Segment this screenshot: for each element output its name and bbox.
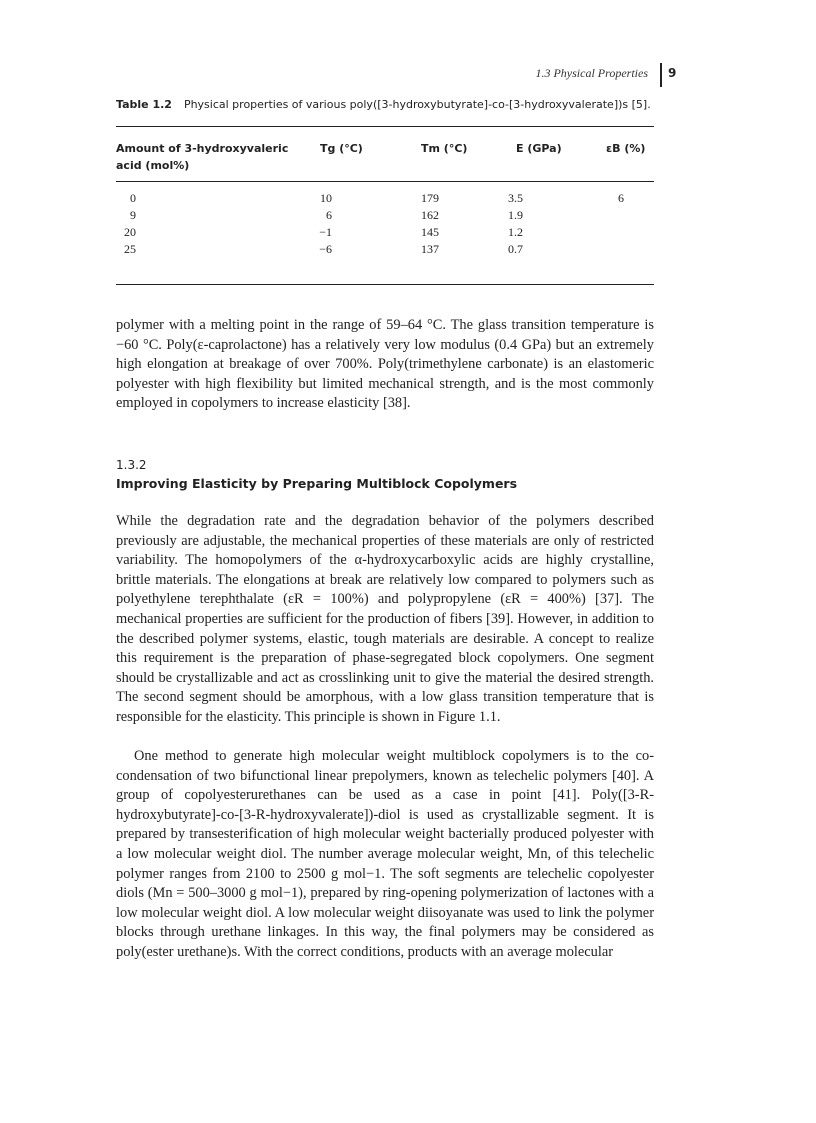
col-header-e: E (GPa) bbox=[516, 142, 562, 155]
table-row bbox=[116, 225, 654, 242]
table-cell: 179 bbox=[421, 191, 439, 205]
table-cell: 9 bbox=[130, 208, 136, 222]
col-header-tg: Tg (°C) bbox=[320, 142, 363, 155]
table-label: Table 1.2 bbox=[116, 98, 172, 111]
table-cell: −6 bbox=[319, 242, 332, 256]
table-row bbox=[116, 242, 654, 259]
col-header-eb: εB (%) bbox=[606, 142, 646, 155]
table-caption-text: Physical properties of various poly([3-hydroxybutyrate]-co-[3-hydroxyvalerate])s [5]. bbox=[183, 98, 651, 111]
table-body bbox=[116, 191, 654, 259]
table-cell: 6 bbox=[618, 191, 624, 205]
header-divider bbox=[660, 63, 662, 87]
table-top-rule bbox=[116, 126, 654, 127]
table-cell: 1.9 bbox=[508, 208, 523, 222]
table-bottom-rule bbox=[116, 284, 654, 285]
table-cell: 1.2 bbox=[508, 225, 523, 239]
body-paragraph: While the degradation rate and the degradation behavior of the polymers described previously are adjustable, the mechanical properties of these materials are only of restricted variability. The homopolymers of the α-hydroxycarboxylic acids are highly crystalline, brittle materials. The elongations at break are relatively low compared to polymers such as polyethylene terephthalate (εR = 100%) and polypropylene (εR = 400%) [37]. The mechanical properties are sufficient for the production of fibers [39]. However, in addition to the described polymer systems, elastic, tough materials are desirable. A concept to realize this requirement is the preparation of phase-segregated block copolymers. One segment should be crystallizable and act as crosslinking unit to give the material the desired strength. The second segment should be amorphous, with a low glass transition temperature that is responsible for the elasticity. This principle is shown in Figure 1.1. bbox=[116, 513, 654, 725]
table-cell: 25 bbox=[124, 242, 136, 256]
section-title: Improving Elasticity by Preparing Multiblock Copolymers bbox=[116, 476, 518, 491]
page-number: 9 bbox=[668, 66, 677, 80]
table-header-rule bbox=[116, 181, 654, 182]
body-paragraph: polymer with a melting point in the range of 59–64 °C. The glass transition temperature is −60 °C. Poly(ε-caprolactone) has a relatively very low modulus (0.4 GPa) but an extremely high elongation at breakage of over 700%. Poly(trimethylene carbonate) is an elastomeric polyester with high flexibility but limited mechanical strength, and is the most commonly employed in copolymers to increase elasticity [38]. bbox=[116, 317, 654, 412]
table-cell: 0.7 bbox=[508, 242, 523, 256]
table-cell: 0 bbox=[130, 191, 136, 205]
table-caption bbox=[116, 98, 676, 111]
table-cell: 6 bbox=[326, 208, 332, 222]
table-cell: 137 bbox=[421, 242, 439, 256]
table-cell: 3.5 bbox=[508, 191, 523, 205]
table-cell: 20 bbox=[124, 225, 136, 239]
table-cell: 162 bbox=[421, 208, 439, 222]
running-head: 1.3 Physical Properties bbox=[535, 66, 648, 80]
table-cell: 10 bbox=[320, 191, 332, 205]
body-paragraph: One method to generate high molecular weight multiblock copolymers is to the co-condensation of two bifunctional linear prepolymers, known as telechelic polymers [40]. A group of copolyesterurethanes can be used as a case in point [41]. Poly([3-R-hydroxybutyrate]-co-[3-R-hydroxyvalerate])-diol is used as crystallizable segment. It is prepared by transesterification of high molecular weight bacterially produced polyester with a low molecular weight diol. The number average molecular weight, Mn, of this telechelic polymer ranges from 2100 to 2500 g mol−1. The soft segments are telechelic copolyester diols (Mn = 500–3000 g mol−1), prepared by ring-opening polymerization of lactones with a low molecular weight diol. A low molecular weight diisoyanate was used to link the polymer blocks through urethane linkages. In this way, the final polymers may be considered as poly(ester urethane)s. With the correct conditions, products with an average molecular bbox=[116, 748, 654, 960]
table-row bbox=[116, 208, 654, 225]
table-row bbox=[116, 191, 654, 208]
col-header-hv-amount: Amount of 3-hydroxyvaleric acid (mol%) bbox=[116, 142, 289, 172]
section-number: 1.3.2 bbox=[116, 458, 147, 472]
table-cell: 145 bbox=[421, 225, 439, 239]
col-header-tm: Tm (°C) bbox=[421, 142, 468, 155]
table-cell: −1 bbox=[319, 225, 332, 239]
